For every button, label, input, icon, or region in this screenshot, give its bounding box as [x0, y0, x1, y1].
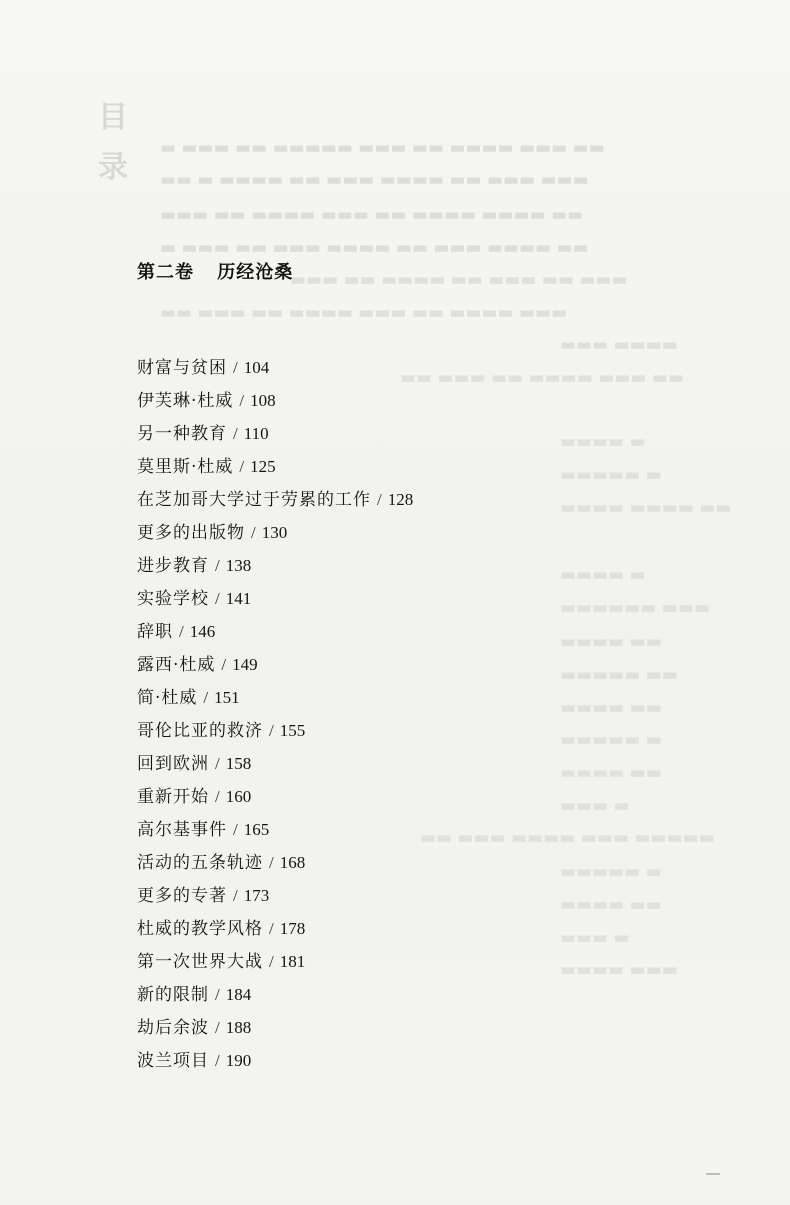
bleed-through-line: ▬▬ ▬▬▬ ▬▬ ▬▬▬▬ ▬▬▬ ▬▬ [400, 368, 685, 388]
toc-entry-page: 141 [225, 589, 252, 608]
toc-entry-separator: / [269, 721, 274, 740]
toc-entry [137, 1015, 413, 1048]
toc-entry-page: 168 [279, 853, 306, 872]
toc-entry-page: 160 [225, 787, 252, 806]
toc-entry-title: 另一种教育 [137, 424, 227, 444]
toc-entry-separator: / [377, 490, 382, 509]
toc-entry-separator: / [233, 886, 238, 905]
toc-entry-separator: / [215, 787, 220, 806]
toc-entry-page: 138 [225, 556, 252, 575]
toc-entry-separator: / [239, 391, 245, 410]
toc-entry-separator: / [269, 853, 274, 872]
toc-entry [137, 553, 413, 586]
bleed-through-mark: 目 [98, 100, 128, 135]
section-heading [137, 258, 293, 284]
toc-entry-title: 重新开始 [137, 787, 209, 807]
toc-entry-title: 波兰项目 [137, 1051, 209, 1071]
toc-entry-separator: / [269, 952, 274, 971]
toc-entry [137, 586, 413, 619]
toc-entry [137, 421, 413, 454]
bleed-through-line: ▬▬ ▬▬▬ ▬▬ ▬▬▬▬ ▬▬▬ ▬▬ ▬▬▬▬ ▬▬▬ [160, 303, 568, 323]
toc-entry-page: 173 [243, 886, 270, 905]
bleed-through-line: ▬▬▬ ▬ [560, 928, 630, 948]
bleed-through-line: ▬▬▬▬▬ ▬ [560, 465, 662, 485]
bleed-through-line: ▬▬▬▬ ▬ [560, 565, 646, 585]
bleed-through-line: ▬▬ ▬▬▬ ▬▬▬▬ ▬▬▬ ▬▬▬▬▬ [420, 828, 715, 848]
toc-entry-separator: / [215, 589, 220, 608]
toc-entry-page: 155 [279, 721, 306, 740]
table-of-contents [137, 355, 413, 1081]
toc-entry-page: 146 [189, 622, 216, 641]
toc-entry-title: 莫里斯·杜威 [137, 457, 234, 477]
toc-entry-title: 实验学校 [137, 589, 209, 609]
toc-entry-separator: / [215, 556, 220, 575]
toc-entry-page: 110 [243, 424, 269, 443]
toc-entry-page: 158 [225, 754, 252, 773]
toc-entry-page: 125 [250, 457, 276, 476]
bleed-through-line: ▬ ▬▬▬ ▬▬ ▬▬▬ ▬▬▬▬ ▬▬ ▬▬▬ ▬▬▬▬ ▬▬ [160, 238, 589, 258]
toc-entry-page: 165 [243, 820, 270, 839]
bleed-through-line: ▬▬▬▬ ▬▬▬▬ ▬▬ [560, 498, 732, 518]
toc-entry-separator: / [233, 424, 238, 443]
toc-entry-separator: / [179, 622, 184, 641]
toc-entry-page: 104 [243, 358, 270, 377]
toc-entry-title: 在芝加哥大学过于劳累的工作 [137, 490, 371, 510]
toc-entry-page: 128 [387, 490, 414, 509]
toc-entry-page: 108 [250, 391, 276, 410]
toc-entry-separator: / [203, 688, 209, 707]
toc-entry-title: 高尔基事件 [137, 820, 227, 840]
bleed-through-line: ▬▬▬▬▬ ▬ [560, 862, 662, 882]
volume-label: 第二卷 [137, 262, 194, 283]
bleed-through-line: ▬▬▬▬▬ ▬ [560, 730, 662, 750]
toc-entry [137, 355, 413, 388]
section-title-text: 历经沧桑 [217, 262, 294, 283]
toc-entry-separator: / [269, 919, 274, 938]
toc-entry-title: 回到欧洲 [137, 754, 209, 774]
toc-entry-separator: / [215, 985, 220, 1004]
toc-entry-separator: / [233, 358, 238, 377]
bleed-through-line: ▬▬ ▬ ▬▬▬▬ ▬▬ ▬▬▬ ▬▬▬▬ ▬▬ ▬▬▬ ▬▬▬ [160, 170, 589, 190]
toc-entry-page: 188 [225, 1018, 252, 1037]
bleed-through-line: ▬▬▬ ▬▬ ▬▬▬▬ ▬▬▬ ▬▬ ▬▬▬▬ ▬▬▬▬ ▬▬ [160, 205, 584, 225]
toc-entry-separator: / [215, 1051, 220, 1070]
toc-entry-page: 151 [214, 688, 240, 707]
toc-entry [137, 454, 413, 487]
bleed-through-line: ▬ ▬▬▬ ▬▬ ▬▬▬▬▬ ▬▬▬ ▬▬ ▬▬▬▬ ▬▬▬ ▬▬ [160, 138, 605, 158]
toc-entry [137, 883, 413, 916]
toc-entry [137, 1048, 413, 1081]
bleed-through-line: ▬▬▬▬▬ ▬▬ [560, 665, 678, 685]
bleed-through-line: ▬▬▬▬ ▬▬▬ [560, 960, 678, 980]
scan-mark [706, 1173, 720, 1175]
toc-entry [137, 916, 413, 949]
bleed-through-line: ▬▬▬▬▬▬ ▬▬▬ [560, 598, 710, 618]
toc-entry-title: 进步教育 [137, 556, 209, 576]
toc-entry-title: 新的限制 [137, 985, 209, 1005]
toc-entry [137, 784, 413, 817]
toc-entry-page: 149 [232, 655, 258, 674]
toc-entry-title: 杜威的教学风格 [137, 919, 263, 939]
toc-entry-title: 辞职 [137, 622, 173, 642]
toc-entry [137, 388, 413, 421]
bleed-through-line: ▬▬▬▬ ▬▬ [560, 763, 662, 783]
toc-entry-title: 哥伦比亚的救济 [137, 721, 263, 741]
bleed-through-line: ▬▬▬▬ ▬ [560, 432, 646, 452]
bleed-through-line: ▬▬▬ ▬▬ ▬▬▬▬ ▬▬ ▬▬▬ ▬▬ ▬▬▬ [290, 270, 628, 290]
toc-entry [137, 850, 413, 883]
toc-entry-separator: / [215, 754, 220, 773]
toc-entry-title: 更多的专著 [137, 886, 227, 906]
toc-entry [137, 520, 413, 553]
toc-entry [137, 982, 413, 1015]
toc-entry-title: 露西·杜威 [137, 655, 216, 675]
toc-entry-separator: / [221, 655, 227, 674]
toc-entry-separator: / [233, 820, 238, 839]
toc-entry-separator: / [215, 1018, 220, 1037]
toc-entry-page: 178 [279, 919, 306, 938]
bleed-through-line: ▬▬▬▬ ▬▬ [560, 895, 662, 915]
bleed-through-line: ▬▬▬ ▬▬▬▬ [560, 335, 678, 355]
toc-entry [137, 718, 413, 751]
toc-entry-title: 简·杜威 [137, 688, 198, 708]
toc-entry-separator: / [251, 523, 256, 542]
toc-entry [137, 949, 413, 982]
toc-entry-page: 130 [261, 523, 288, 542]
toc-entry-page: 184 [225, 985, 252, 1004]
toc-entry [137, 685, 413, 718]
bleed-through-line: ▬▬▬▬ ▬▬ [560, 698, 662, 718]
bleed-through-line: ▬▬▬▬ ▬▬ [560, 632, 662, 652]
toc-entry-title: 第一次世界大战 [137, 952, 263, 972]
toc-entry-page: 181 [279, 952, 306, 971]
toc-entry-title: 劫后余波 [137, 1018, 209, 1038]
toc-entry-title: 更多的出版物 [137, 523, 245, 543]
toc-entry [137, 751, 413, 784]
toc-entry-page: 190 [225, 1051, 252, 1070]
toc-entry [137, 817, 413, 850]
toc-entry-title: 活动的五条轨迹 [137, 853, 263, 873]
toc-entry [137, 652, 413, 685]
bleed-through-line: ▬▬▬ ▬ [560, 796, 630, 816]
toc-entry-separator: / [239, 457, 245, 476]
toc-entry [137, 487, 413, 520]
toc-entry-title: 财富与贫困 [137, 358, 227, 378]
bleed-through-mark: 录 [98, 150, 128, 185]
toc-entry-title: 伊芙琳·杜威 [137, 391, 234, 411]
toc-entry [137, 619, 413, 652]
